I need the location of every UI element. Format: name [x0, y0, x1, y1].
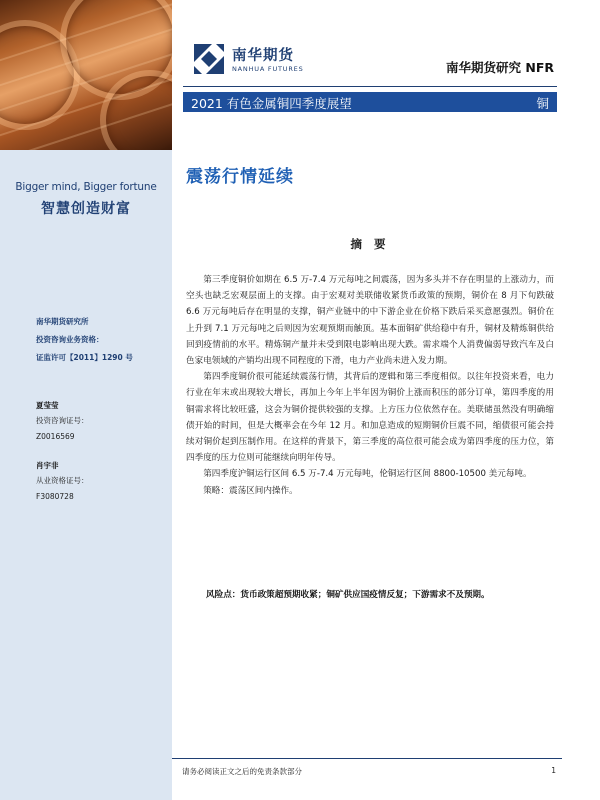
- abstract-paragraph: 第四季度铜价很可能延续震荡行情，其背后的逻辑和第三季度相似。以往年投资来看，电力行业在年末或出现较大增长，再加上今年上半年因为铜价上涨而积压的部分订单，第四季度的用铜需求将比较旺盛，这会为铜价提供较强的支撑。上方压力位依然存在。美联储虽然没有明确缩债开始的时间，但是大概率会在今年 12 月。和加息造成的短期铜价巨震不同，缩债很可能会持续对铜价起到压制作用。在这样的背景下，第三季度的高位很可能会成为第四季度的压力位，第四季度的压力位则可能继续向明年传导。: [186, 372, 554, 464]
- slogan-english: Bigger mind, Bigger fortune: [15, 181, 157, 193]
- abstract-paragraph: 策略：震荡区间内操作。: [203, 485, 298, 496]
- abstract-heading: 摘 要: [350, 237, 390, 251]
- analyst-name: 夏莹莹: [36, 401, 59, 410]
- analyst-cert-number: Z0016569: [36, 432, 75, 441]
- risk-note: 风险点：货币政策超预期收紧；铜矿供应国疫情反复；下游需求不及预期。: [206, 590, 490, 600]
- copper-coil-cover-image: [0, 0, 172, 150]
- analyst-name: 肖宇非: [36, 461, 59, 470]
- report-title: 2021 有色金属铜四季度展望: [191, 96, 352, 111]
- research-institute-name: 南华期货研究所: [36, 317, 89, 326]
- analyst-cert-label: 从业资格证号：: [36, 476, 89, 485]
- analyst-cert-label: 投资咨询证号：: [36, 416, 89, 425]
- header-divider: [183, 86, 557, 87]
- page-number: 1: [551, 766, 556, 775]
- footer-divider: [172, 758, 562, 759]
- research-label: 南华期货研究 NFR: [446, 60, 554, 75]
- nanhua-logo-icon: [192, 42, 226, 76]
- report-title-bar: [183, 92, 557, 112]
- brand-name-english: NANHUA FUTURES: [232, 65, 304, 73]
- abstract-paragraph: 第三季度铜价如期在 6.5 万-7.4 万元每吨之间震荡，因为多头并不存在明显的上涨动力，而空头也缺乏宏观层面上的支撑。由于宏观对美联储收紧货币政策的预期，铜价在 8 月下旬跌破 6.6 万元每吨后存在明显的支撑，铜产业链中的中下游企业在价格下跌后采买意愿强烈。铜价在上升到 7.1 万元每吨之后则因为宏观预期而触顶。基本面铜矿供给稳中有升，铜材及精炼铜供给回到疫情前的水平。精炼铜产量并未受到限电影响出现大跌。需求端个人消费偏弱导致汽车及白色家电领域的产销均出现不同程度的下滑，电力产业尚未进入发力期。: [186, 275, 554, 367]
- abstract-body: [186, 272, 554, 499]
- brand-name-chinese: 南华期货: [232, 48, 294, 64]
- footer-disclaimer: 请务必阅读正文之后的免责条款部分: [182, 767, 302, 776]
- report-category-tag: 铜: [536, 96, 549, 111]
- analyst-cert-number: F3080728: [36, 492, 74, 501]
- license-label: 投资咨询业务资格：: [36, 335, 104, 344]
- abstract-paragraph: 第四季度沪铜运行区间 6.5 万-7.4 万元每吨，伦铜运行区间 8800-10500 美元每吨。: [203, 469, 532, 480]
- slogan-chinese: 智慧创造财富: [41, 201, 131, 217]
- license-number: 证监许可【2011】1290 号: [36, 353, 133, 362]
- sidebar: [0, 0, 172, 800]
- main-title: 震荡行情延续: [186, 167, 294, 187]
